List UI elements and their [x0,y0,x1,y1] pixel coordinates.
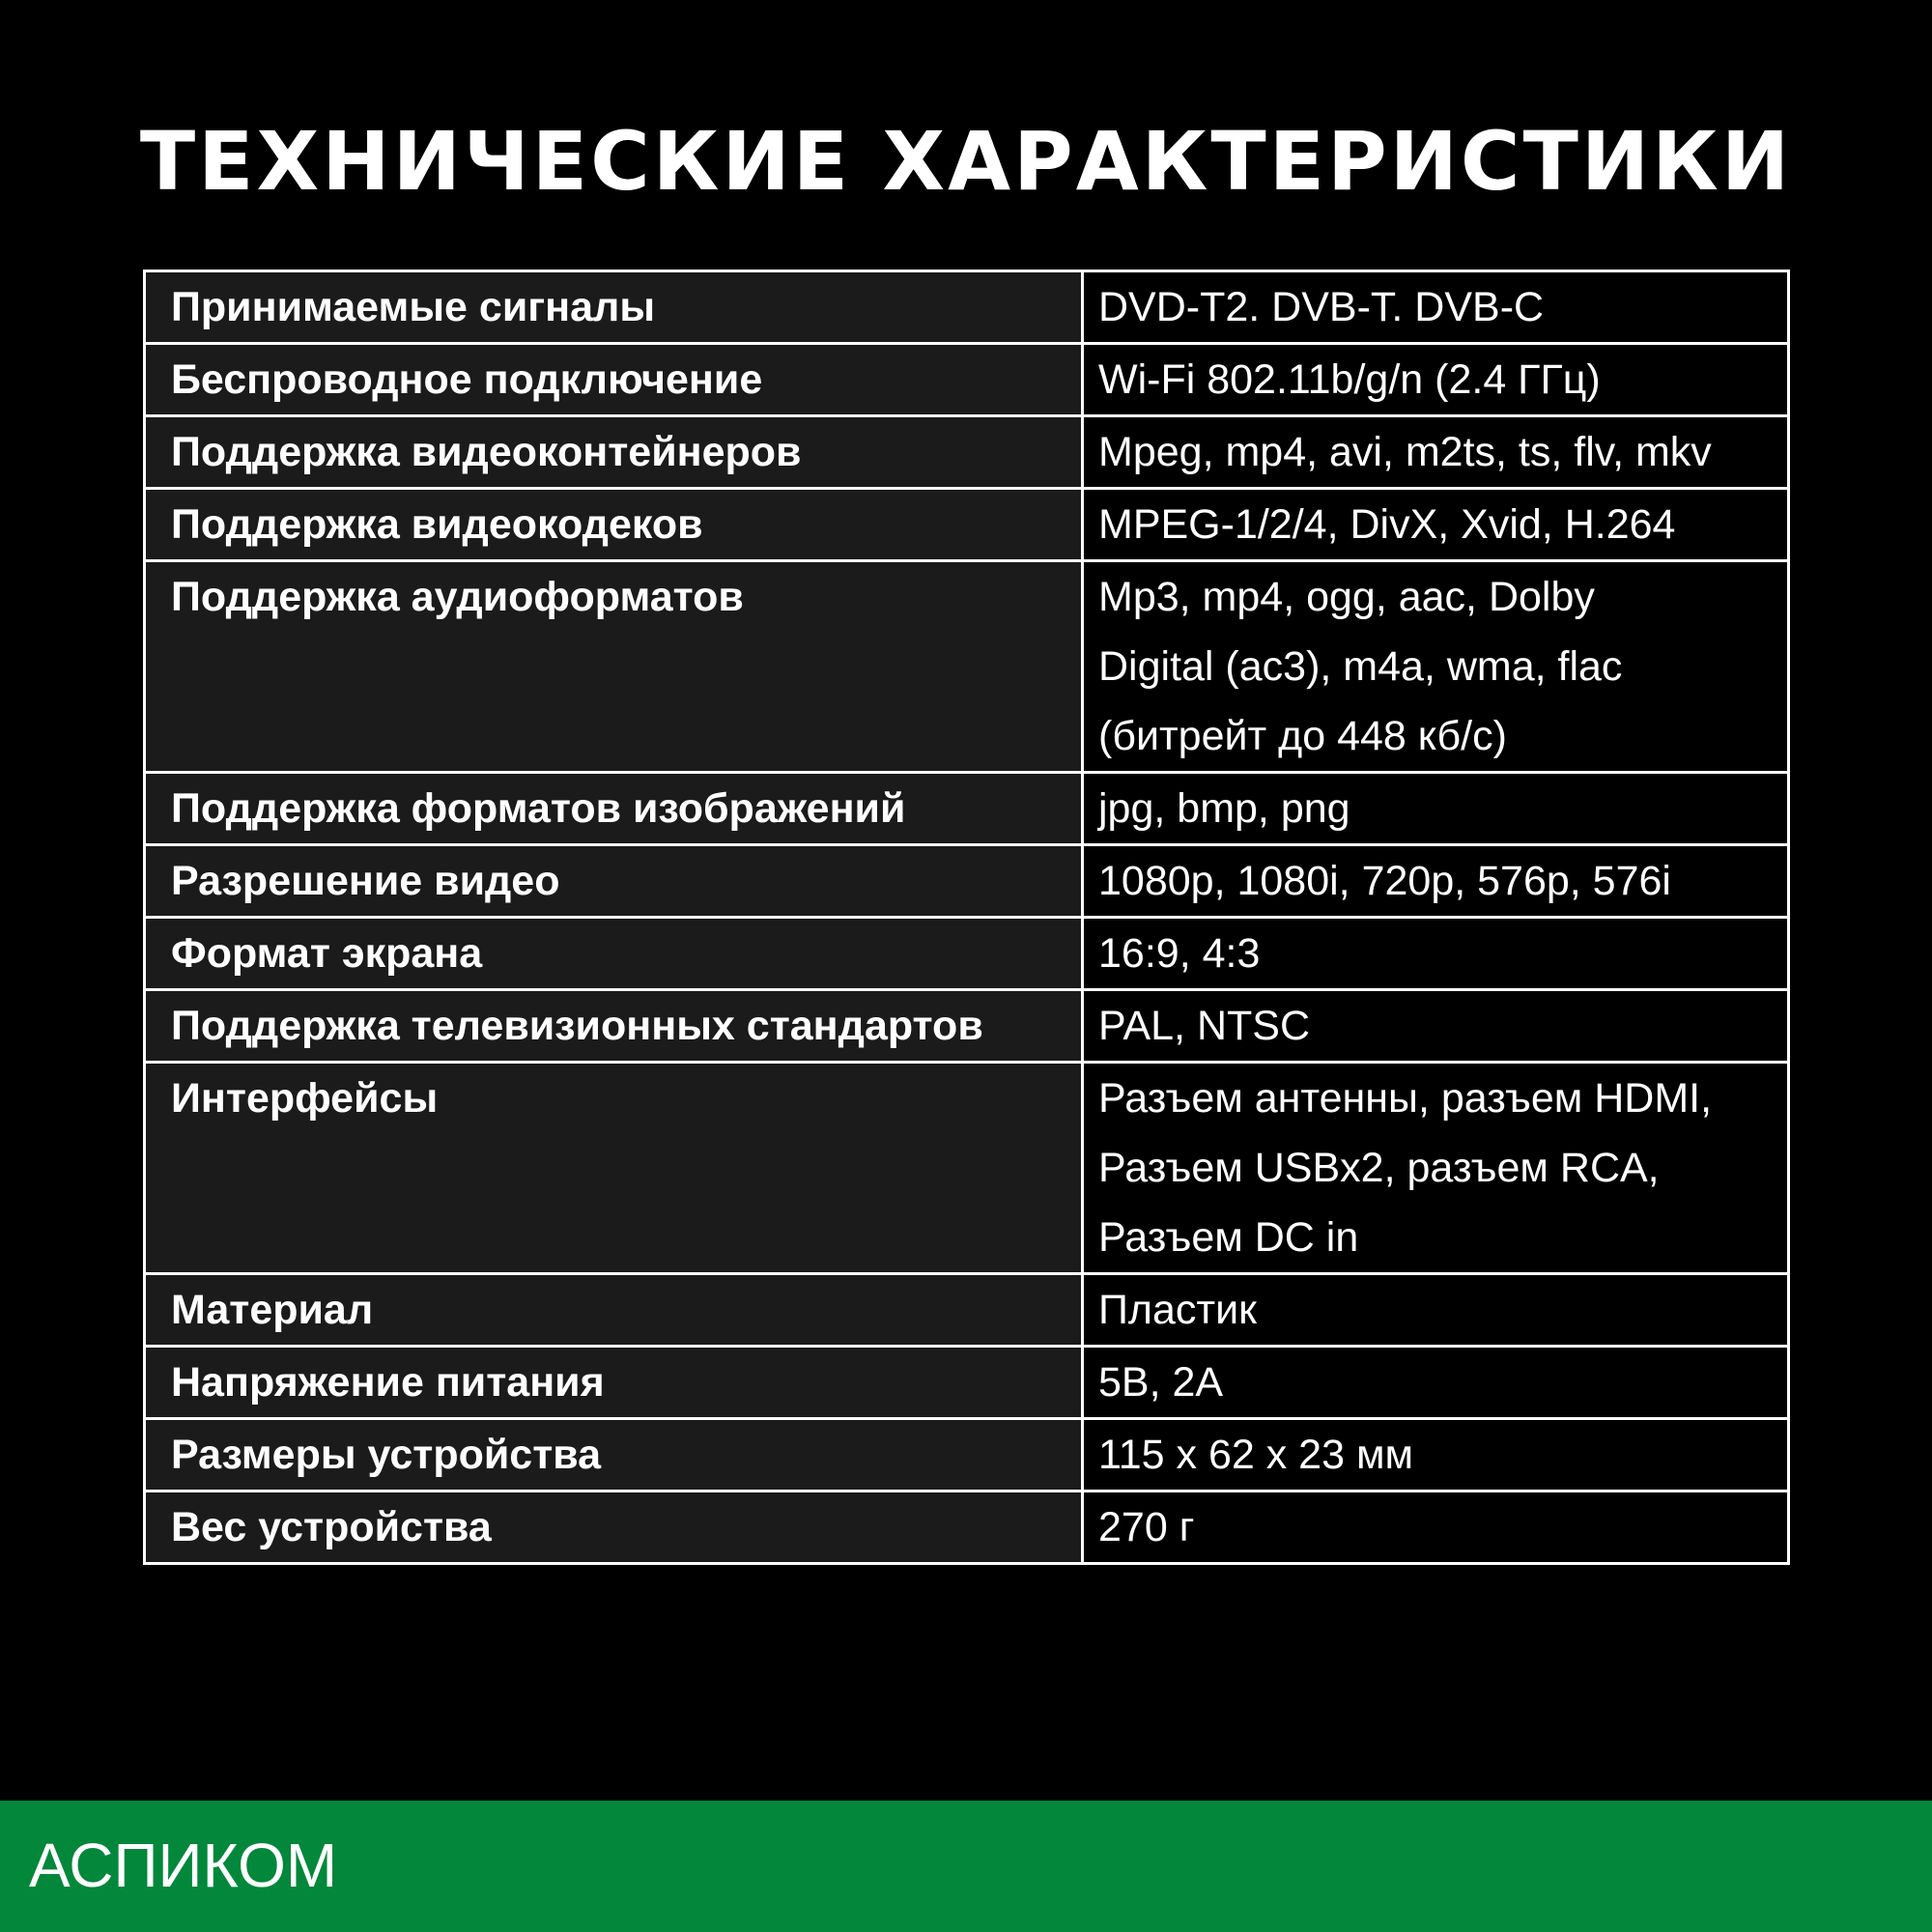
spec-row [145,416,1789,489]
spec-value [1083,489,1789,561]
spec-value-line: Mpeg, mp4, avi, m2ts, ts, flv, mkv [1098,429,1712,475]
spec-value [1083,918,1789,990]
specs-table-body [145,271,1789,1564]
spec-value-line: Пластик [1098,1287,1257,1333]
spec-value [1083,1063,1789,1274]
spec-label: Вес устройства [145,1492,1083,1564]
spec-value-line: Разъем USBx2, разъем RCA, [1098,1145,1660,1191]
spec-value [1083,416,1789,489]
spec-row [145,1419,1789,1492]
spec-value-line: 115 x 62 x 23 мм [1098,1432,1414,1478]
spec-row [145,271,1789,344]
spec-value-line: 270 г [1098,1504,1195,1550]
spec-row [145,918,1789,990]
spec-value-line: PAL, NTSC [1098,1003,1311,1049]
brand-name: АСПИКОМ [29,1831,338,1900]
spec-label: Поддержка видеоконтейнеров [145,416,1083,489]
spec-row [145,1063,1789,1274]
spec-label: Поддержка аудиоформатов [145,561,1083,773]
spec-row [145,1347,1789,1419]
spec-row [145,773,1789,845]
spec-value-line: DVD-T2. DVB-T. DVB-C [1098,284,1545,330]
spec-value [1083,271,1789,344]
spec-row [145,1492,1789,1564]
spec-value-line: Wi-Fi 802.11b/g/n (2.4 ГГц) [1098,356,1601,403]
spec-row [145,561,1789,773]
spec-label: Принимаемые сигналы [145,271,1083,344]
spec-value-line: 5В, 2А [1098,1359,1224,1406]
spec-label: Беспроводное подключение [145,344,1083,416]
spec-label: Интерфейсы [145,1063,1083,1274]
spec-row [145,344,1789,416]
spec-label: Поддержка видеокодеков [145,489,1083,561]
spec-value [1083,1347,1789,1419]
spec-value-line: Mp3, mp4, ogg, aac, Dolby [1098,574,1595,620]
spec-value-line: jpg, bmp, png [1098,785,1350,832]
specs-table [143,270,1790,1565]
spec-value [1083,990,1789,1063]
spec-value-line: 1080p, 1080i, 720p, 576p, 576i [1098,858,1671,904]
spec-label: Поддержка телевизионных стандартов [145,990,1083,1063]
spec-label: Размеры устройства [145,1419,1083,1492]
spec-row [145,845,1789,918]
spec-value [1083,1492,1789,1564]
spec-value [1083,1419,1789,1492]
spec-label: Разрешение видео [145,845,1083,918]
spec-value-line: MPEG-1/2/4, DivX, Xvid, H.264 [1098,501,1676,548]
spec-label: Поддержка форматов изображений [145,773,1083,845]
spec-value-line: 16:9, 4:3 [1098,930,1261,977]
spec-value [1083,561,1789,773]
spec-row [145,990,1789,1063]
spec-value-line: Разъем DC in [1098,1214,1359,1261]
spec-label: Формат экрана [145,918,1083,990]
spec-label: Материал [145,1274,1083,1347]
spec-label: Напряжение питания [145,1347,1083,1419]
spec-value-line: Разъем антенны, разъем HDMI, [1098,1075,1713,1122]
page-title: ТЕХНИЧЕСКИЕ ХАРАКТЕРИСТИКИ [139,114,1793,209]
spec-value-line: (битрейт до 448 кб/с) [1098,713,1507,759]
spec-row [145,489,1789,561]
spec-row [145,1274,1789,1347]
spec-value [1083,1274,1789,1347]
spec-value [1083,773,1789,845]
spec-value-line: Digital (ac3), m4a, wma, flac [1098,643,1623,690]
spec-value [1083,845,1789,918]
spec-value [1083,344,1789,416]
